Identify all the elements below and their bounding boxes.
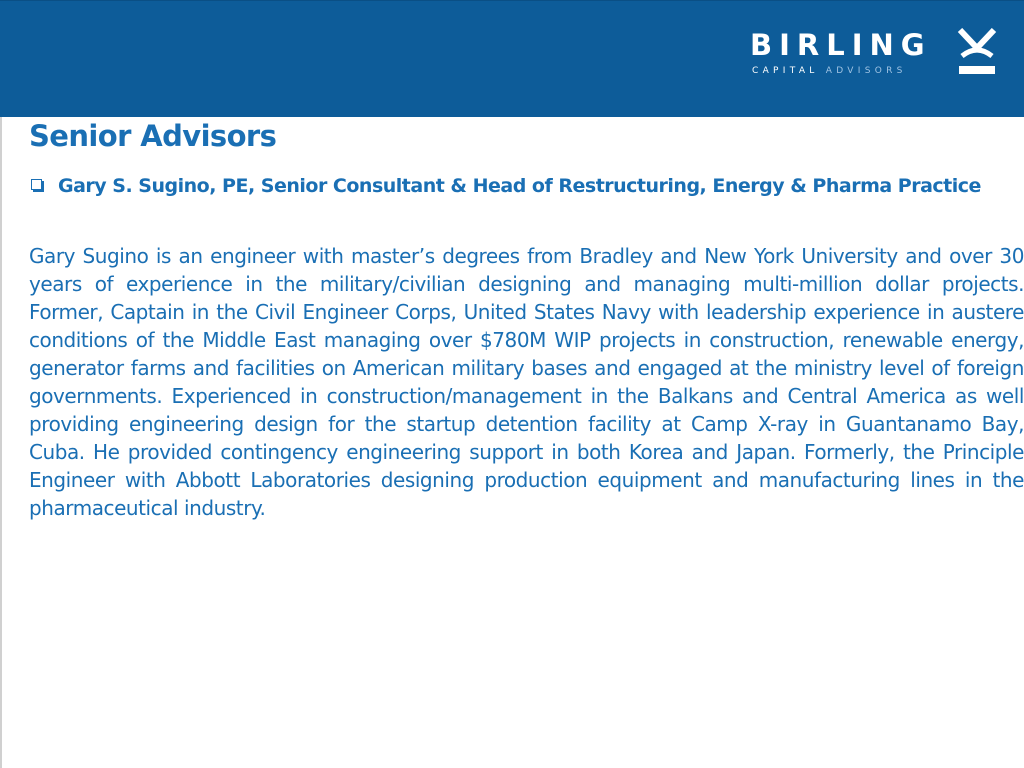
brand-tagline-advisors: ADVISORS xyxy=(825,66,907,76)
bullet-item xyxy=(30,172,1024,200)
brand-tagline xyxy=(752,65,907,77)
square-bullet-icon xyxy=(31,179,42,190)
birling-figure-logo-icon xyxy=(956,28,998,76)
advisor-name-heading: Gary S. Sugino, PE, Senior Consultant & Head of Restructuring, Energy & Pharma Practice xyxy=(58,175,981,197)
brand-tagline-capital: CAPITAL xyxy=(752,66,819,76)
advisor-bio: Gary Sugino is an engineer with master’s degrees from Bradley and New York University and over 30 years of experience in the military/civilian designing and managing multi-million dollar projects. Former, Captain in the Civil Engineer Corps, United States Navy with leadership experience in austere conditions of the Middle East managing over $780M WIP projects in construction, renewable energy, generator farms and facilities on American military bases and engaged at the ministry level of foreign governments. Experienced in construction/management in the Balkans and Central America as well providing engineering design for the startup detention facility at Camp X-ray in Guantanamo Bay, Cuba. He provided contingency engineering support in both Korea and Japan. Formerly, the Principle Engineer with Abbott Laboratories designing production equipment and manufacturing lines in the pharmaceutical industry. xyxy=(29,244,1024,520)
brand-name: BIRLING xyxy=(750,28,932,62)
page-title: Senior Advisors xyxy=(29,119,277,153)
brand-wordmark xyxy=(750,28,930,88)
